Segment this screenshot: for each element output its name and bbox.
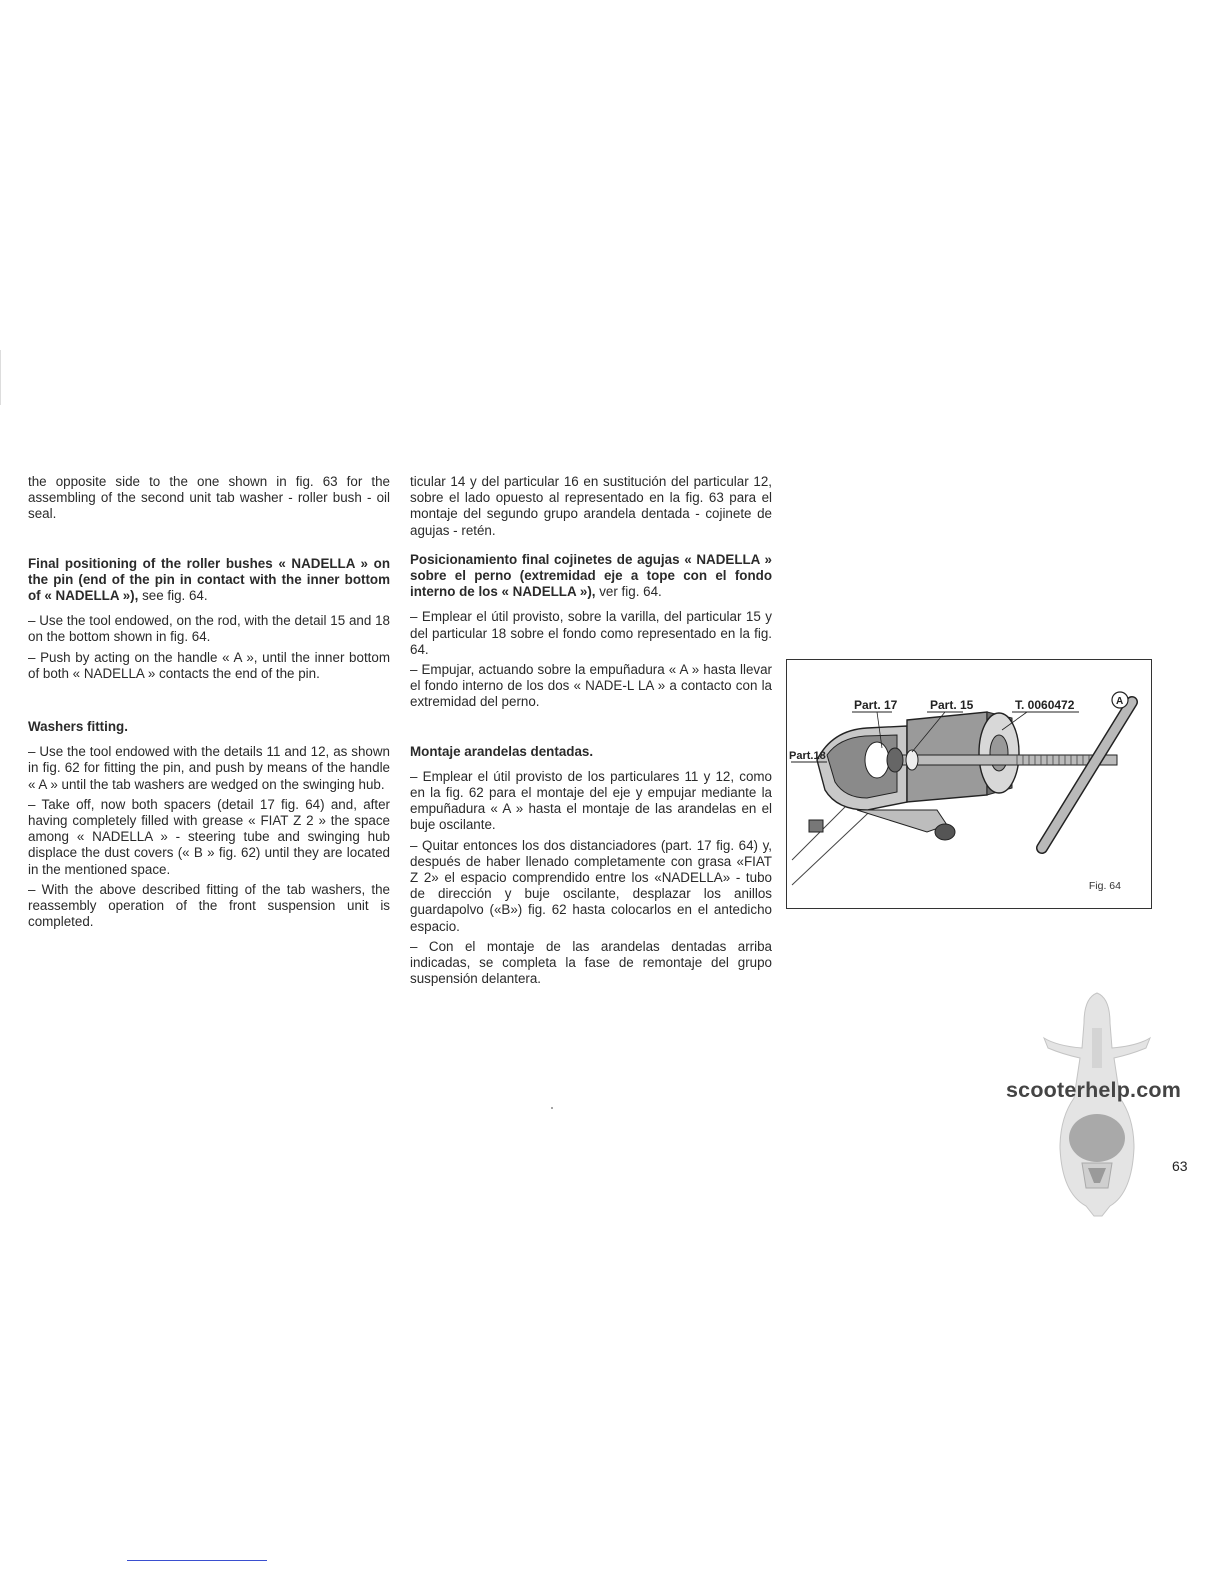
spanish-heading-montaje: Montaje arandelas dentadas. bbox=[410, 743, 594, 759]
english-heading-final-positioning: Final positioning of the roller bushes « NADELLA » on the pin (end of the pin in contact with the inner bottom of « NADELLA »), see fig. 64. bbox=[28, 555, 390, 604]
page-number: 63 bbox=[1172, 1158, 1188, 1174]
english-take-off: – Take off, now both spacers (detail 17 fig. 64) and, after having completely filled with grease « FIAT Z 2 » the space among « NADELLA » - steering tube and swinging hub displace the dust covers (« B » fig. 62) until they are located in the mentioned space. bbox=[28, 796, 390, 877]
figure-64 bbox=[786, 659, 1152, 909]
footer-rule bbox=[127, 1560, 267, 1561]
english-use-tool: – Use the tool endowed, on the rod, with the detail 15 and 18 on the bottom shown in fig. 64. bbox=[28, 613, 390, 645]
english-push: – Push by acting on the handle « A », until the inner bottom of both « NADELLA » contacts the end of the pin. bbox=[28, 649, 390, 681]
spanish-heading-final-positioning: Posicionamiento final cojinetes de agujas « NADELLA » sobre el perno (extremidad eje a tope con el fondo interno de los « NADELLA »), ver fig. 64. bbox=[410, 551, 772, 600]
label-part-17: Part. 17 bbox=[854, 698, 898, 712]
english-with-above: – With the above described fitting of the tab washers, the reassembly operation of the front suspension unit is completed. bbox=[28, 881, 390, 930]
page-edge-mark bbox=[0, 350, 1, 405]
spanish-emplear-2: – Emplear el útil provisto de los particulares 11 y 12, como en la fig. 62 para el montaje del eje y empujar mediante la empuñadura « A » hasta el montaje de las arandelas en el buje oscilante. bbox=[410, 768, 772, 833]
english-column bbox=[28, 474, 390, 934]
label-part-18: Part.18 bbox=[789, 750, 826, 762]
spanish-intro: ticular 14 y del particular 16 en sustitución del particular 12, sobre el lado opuesto al representado en la fig. 63 para el montaje del segundo grupo arandela dentada - cojinete de agujas - retén. bbox=[410, 474, 772, 538]
speck bbox=[551, 1107, 553, 1109]
spanish-empujar: – Empujar, actuando sobre la empuñadura « A » hasta llevar el fondo interno de los dos « NADE-L LA » a contacto con la extremidad del perno. bbox=[410, 662, 772, 710]
label-part-15: Part. 15 bbox=[930, 698, 974, 712]
english-use-tool-2: – Use the tool endowed with the details 11 and 12, as shown in fig. 62 for fitting the pin, and push by means of the handle « A » until the tab washers are wedged on the swinging hub. bbox=[28, 744, 390, 792]
spanish-emplear: – Emplear el útil provisto, sobre la varilla, del particular 15 y del particular 18 sobre el fondo como representado en la fig. 64. bbox=[410, 609, 772, 657]
tool-illustration bbox=[787, 660, 1153, 910]
figure-caption: Fig. 64 bbox=[1088, 880, 1121, 892]
english-heading-washers: Washers fitting. bbox=[28, 719, 128, 735]
spanish-quitar: – Quitar entonces los dos distanciadores (part. 17 fig. 64) y, después de haber llenado completamente con grasa «FIAT Z 2» el espacio comprendido entre los «NADELLA» - tubo de dirección y buje oscilante, desplazar los anillos guardapolvo («B») fig. 62 hasta colocarlos en el antedicho espacio. bbox=[410, 837, 772, 934]
label-handle-a: A bbox=[1116, 696, 1124, 707]
english-intro: the opposite side to the one shown in fig. 63 for the assembling of the second unit tab washer - roller bush - oil seal. bbox=[28, 474, 390, 522]
spanish-column bbox=[410, 474, 772, 991]
scooter-logo bbox=[1042, 988, 1152, 1218]
label-tool-number: T. 0060472 bbox=[1015, 698, 1075, 712]
spanish-con-el: – Con el montaje de las arandelas dentadas arriba indicadas, se completa la fase de remontaje del grupo suspensión delantera. bbox=[410, 938, 772, 987]
watermark-text: scooterhelp.com bbox=[1006, 1078, 1182, 1102]
